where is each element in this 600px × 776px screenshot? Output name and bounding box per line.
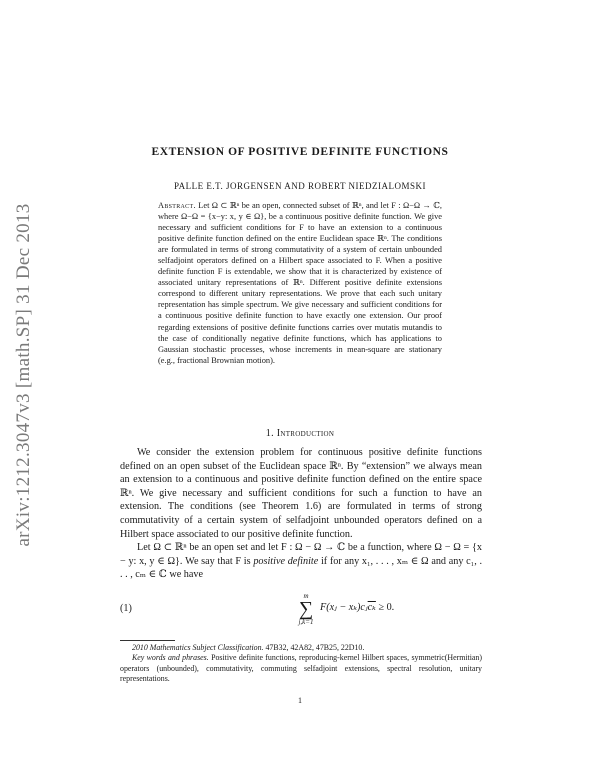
arxiv-identifier xyxy=(10,180,38,570)
msc-label: 2010 Mathematics Subject Classification. xyxy=(132,643,264,652)
introduction-body xyxy=(120,446,482,582)
sum-upper-limit: m xyxy=(303,592,309,600)
footnotes xyxy=(120,643,482,685)
arxiv-identifier-text: arXiv:1212.3047v3 [math.SP] 31 Dec 2013 xyxy=(13,203,34,547)
section-number: 1. xyxy=(265,428,274,439)
footnote-msc xyxy=(120,643,482,653)
expr-conjugate: $\overline{c_k}$ xyxy=(367,602,376,613)
intro-p2-emphasis: positive definite xyxy=(253,555,319,567)
intro-p2-before: Let Ω ⊂ ℝⁿ be an open set and let F : Ω − Ω → ℂ be a function, where Ω − Ω = {x − y: x, y ∈ Ω}. We say that F is xyxy=(120,542,482,567)
intro-paragraph-1: We consider the extension problem for continuous positive definite functions defined on an open subset of the Euclidean space ℝⁿ. By “extension” we always mean an extension to a continuous and positive definite function defined on the entire space ℝⁿ. We give necessary and sufficient conditions for such a function to have an extension. The conditions (see Theorem 1.6) are formulated in terms of strong commutativity of a certain system of selfadjoint unbounded operators defined on a Hilbert space associated to our positive definite function. xyxy=(120,447,482,540)
sum-symbol: ∑ xyxy=(298,598,314,620)
equation-number: (1) xyxy=(120,603,132,614)
abstract-text: Let Ω ⊂ ℝⁿ be an open, connected subset of ℝⁿ, and let F : Ω−Ω → ℂ, where Ω−Ω = {x−y: x, y ∈ Ω}, be a continuous positive definite function. We give necessary and sufficient conditions for F to have an extension to a continuous positive definite function defined on the entire Euclidean space ℝⁿ. The conditions are formulated in terms of strong commutativity of a system of certain unbounded selfadjoint operators defined on a Hilbert space associated to F. When a positive definite function F is extendable, we show that it is characterized by existence of associated unitary representations of ℝⁿ. Different positive definite extensions correspond to different unitary representations. We prove that each such unitary representation has simple spectrum. We give necessary and sufficient conditions for a continuous positive definite function to have exactly one extension. Our proof regarding extensions of positive definite functions carries over mutatis mutandis to the case of conditionally negative definite functions, which has applications to Gaussian stochastic processes, whose increments in mean-square are stationary (e.g., fractional Brownian motion). xyxy=(158,201,442,365)
equation-1 xyxy=(120,590,482,630)
expr-relation: ≥ 0. xyxy=(375,602,395,613)
abstract-label: Abstract. xyxy=(158,201,196,210)
equation-expression xyxy=(320,602,394,613)
footnote-keywords xyxy=(120,653,482,684)
keywords-label: Key words and phrases. xyxy=(132,653,209,663)
sum-lower-limit: j,k=1 xyxy=(298,618,314,626)
section-title: Introduction xyxy=(276,428,335,439)
summation xyxy=(294,592,318,627)
intro-p2-after: if for any x₁, . . . , xₘ ∈ Ω and any c₁, . . . , cₘ ∈ ℂ we have xyxy=(120,555,483,581)
abstract xyxy=(158,200,442,366)
footnote-rule xyxy=(120,640,175,641)
expr-main: F(xⱼ − xₖ)cⱼ xyxy=(320,602,368,613)
msc-codes: 47B32, 42A82, 47B25, 22D10. xyxy=(265,643,365,652)
page-number: 1 xyxy=(298,696,302,705)
equation-body xyxy=(294,590,494,630)
keywords-text: Positive definite functions, reproducing-kernel Hilbert spaces, symmetric(Hermitian) operators (unbounded), commutativity, commuting selfadjoint extensions, spectral resolution, unitary representations. xyxy=(120,653,482,684)
section-heading xyxy=(0,428,600,439)
intro-paragraph-2 xyxy=(120,541,482,582)
paper-authors: PALLE E.T. JORGENSEN AND ROBERT NIEDZIALOMSKI xyxy=(173,181,427,191)
paper-title: EXTENSION OF POSITIVE DEFINITE FUNCTIONS xyxy=(151,146,449,158)
